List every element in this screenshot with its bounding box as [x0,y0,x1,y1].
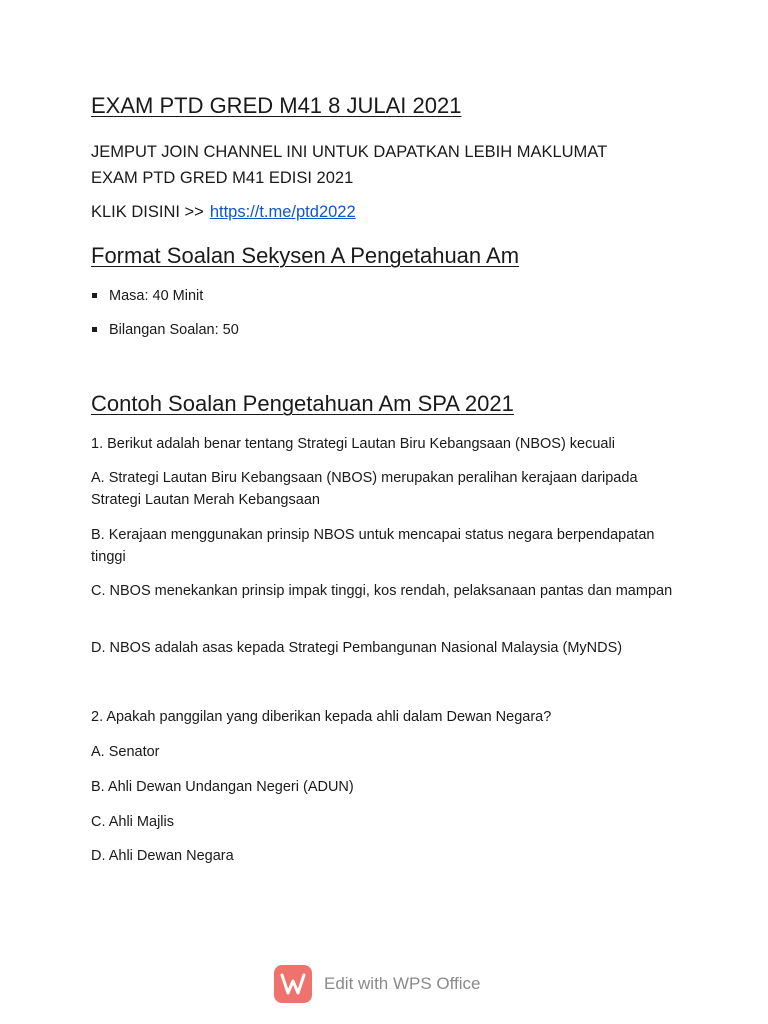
intro-line-1: JEMPUT JOIN CHANNEL INI UNTUK DAPATKAN LEBIH MAKLUMAT [91,143,608,161]
format-list [91,286,239,354]
klik-line [91,203,356,222]
question-2-text: 2. Apakah panggilan yang diberikan kepada ahli dalam Dewan Negara? [91,709,552,725]
document-title: EXAM PTD GRED M41 8 JULAI 2021 [91,93,462,118]
intro-text [91,139,607,191]
klik-label: KLIK DISINI >> [91,203,204,221]
question-2-option-a: A. Senator [91,744,160,760]
question-1-option-c: C. NBOS menekankan prinsip impak tinggi, kos rendah, pelaksanaan pantas dan mampan [91,583,673,599]
question-1-option-a: A. Strategi Lautan Biru Kebangsaan (NBOS) merupakan peralihan kerajaan daripada Strategi Lautan Merah Kebangsaan [91,470,638,508]
telegram-link[interactable]: https://t.me/ptd2022 [209,203,356,221]
wps-edit-label[interactable]: Edit with WPS Office [324,974,481,993]
wps-w-icon [274,965,312,1003]
question-2-option-d: D. Ahli Dewan Negara [91,848,234,864]
list-item: Masa: 40 Minit [91,286,239,320]
sample-heading: Contoh Soalan Pengetahuan Am SPA 2021 [91,391,514,416]
wps-edit-banner[interactable] [274,965,481,1003]
list-item: Bilangan Soalan: 50 [91,320,239,354]
intro-line-2: EXAM PTD GRED M41 EDISI 2021 [91,169,354,187]
format-heading: Format Soalan Sekysen A Pengetahuan Am [91,243,520,268]
question-1-text: 1. Berikut adalah benar tentang Strategi Lautan Biru Kebangsaan (NBOS) kecuali [91,436,615,452]
question-1-option-d: D. NBOS adalah asas kepada Strategi Pembangunan Nasional Malaysia (MyNDS) [91,640,623,656]
question-2-option-c: C. Ahli Majlis [91,814,174,830]
question-2-option-b: B. Ahli Dewan Undangan Negeri (ADUN) [91,779,354,795]
question-1-option-b: B. Kerajaan menggunakan prinsip NBOS untuk mencapai status negara berpendapatan tinggi [91,527,655,565]
